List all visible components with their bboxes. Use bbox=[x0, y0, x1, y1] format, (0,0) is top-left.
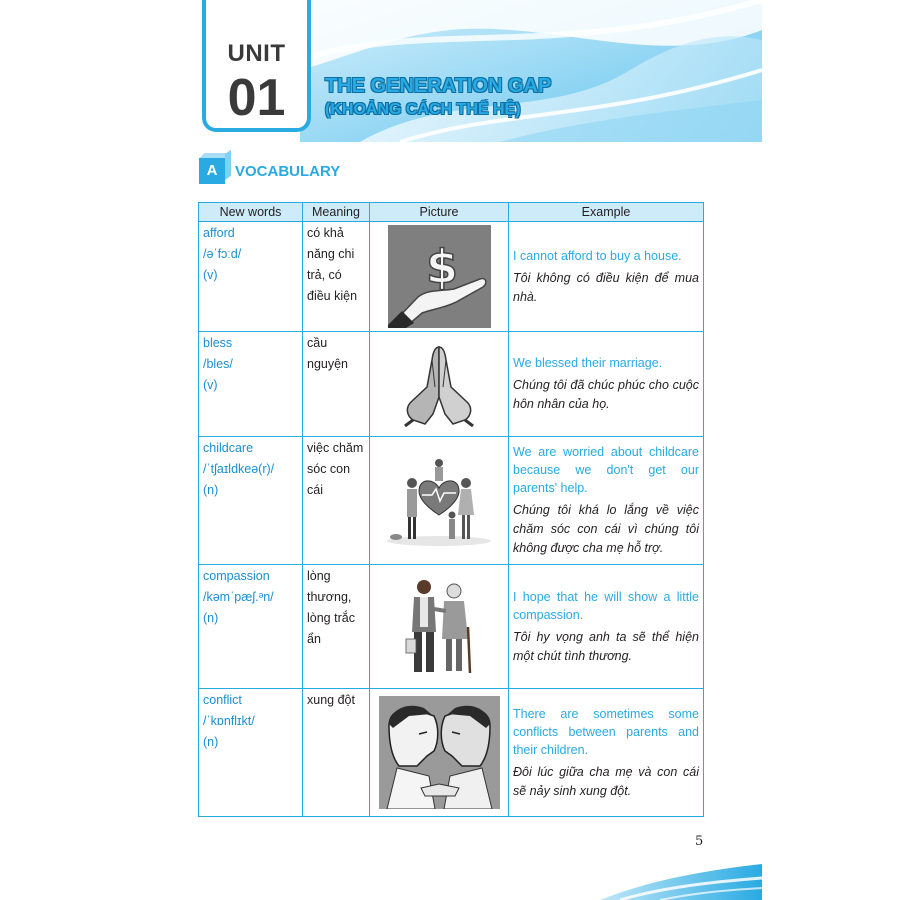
word-cell bbox=[199, 222, 303, 332]
part-of-speech: (n) bbox=[203, 483, 219, 497]
word: conflict bbox=[203, 693, 242, 707]
table-row bbox=[199, 222, 704, 332]
table-row bbox=[199, 437, 704, 565]
example-vietnamese: Tôi hy vọng anh ta sẽ thể hiện một chút tình thương. bbox=[513, 629, 699, 663]
example-english: We blessed their marriage. bbox=[513, 356, 663, 370]
word: childcare bbox=[203, 441, 254, 455]
unit-title: THE GENERATION GAP bbox=[325, 75, 552, 97]
section-badge-side bbox=[225, 150, 231, 180]
meaning-cell: lòng thương, lòng trắc ẩn bbox=[303, 565, 370, 689]
example-english: There are sometimes some conflicts between parents and their children. bbox=[513, 706, 699, 757]
table-row bbox=[199, 332, 704, 437]
example-vietnamese: Tôi không có điều kiện để mua nhà. bbox=[513, 270, 699, 304]
part-of-speech: (v) bbox=[203, 378, 218, 392]
ipa: /ˈkɒnflɪkt/ bbox=[203, 714, 255, 728]
meaning-cell: cầu nguyện bbox=[303, 332, 370, 437]
example-vietnamese: Chúng tôi đã chúc phúc cho cuộc hôn nhân của họ. bbox=[513, 378, 699, 411]
header-picture: Picture bbox=[370, 203, 509, 222]
ipa: /ˈtʃaɪldkeə(r)/ bbox=[203, 462, 275, 476]
unit-box bbox=[202, 0, 311, 132]
example-english: I hope that he will show a little compassion. bbox=[513, 589, 699, 622]
meaning-cell: xung đột bbox=[303, 689, 370, 817]
picture-cell bbox=[370, 689, 509, 817]
example-cell bbox=[509, 437, 704, 565]
picture-cell bbox=[370, 222, 509, 332]
section-title: VOCABULARY bbox=[235, 163, 341, 180]
example-cell bbox=[509, 689, 704, 817]
example-cell bbox=[509, 222, 704, 332]
table-header-row bbox=[199, 203, 704, 222]
family-heart-icon bbox=[384, 453, 494, 548]
picture-cell bbox=[370, 565, 509, 689]
table-row bbox=[199, 689, 704, 817]
word: bless bbox=[203, 336, 233, 350]
ipa: /kəmˈpæʃ.ᵊn/ bbox=[203, 590, 274, 604]
praying-hands-icon bbox=[399, 342, 479, 427]
unit-label: UNIT bbox=[227, 40, 286, 67]
unit-subtitle: (KHOẢNG CÁCH THẾ HỆ) bbox=[325, 101, 521, 118]
word-cell bbox=[199, 437, 303, 565]
header-example: Example bbox=[509, 203, 704, 222]
example-english: We are worried about childcare because we don't get our parents' help. bbox=[513, 445, 699, 495]
word-cell bbox=[199, 332, 303, 437]
example-vietnamese: Chúng tôi khá lo lắng về việc chăm sóc con cái vì chúng tôi không được cha mẹ hỗ trợ. bbox=[513, 503, 699, 555]
meaning-cell: việc chăm sóc con cái bbox=[303, 437, 370, 565]
header-wave-decoration bbox=[300, 0, 762, 142]
picture-cell bbox=[370, 437, 509, 565]
example-english: I cannot afford to buy a house. bbox=[513, 248, 682, 263]
conflict-faces-icon bbox=[379, 696, 500, 809]
part-of-speech: (n) bbox=[203, 735, 219, 749]
page-number: 5 bbox=[695, 834, 704, 849]
word: compassion bbox=[203, 569, 270, 583]
example-vietnamese: Đôi lúc giữa cha mẹ và con cái sẽ nảy sinh xung đột. bbox=[513, 764, 699, 798]
footer-wave-decoration bbox=[600, 862, 762, 900]
header-new-words: New words bbox=[199, 203, 303, 222]
table-row bbox=[199, 565, 704, 689]
word: afford bbox=[203, 226, 235, 240]
word-cell bbox=[199, 689, 303, 817]
ipa: /əˈfɔːd/ bbox=[203, 247, 242, 261]
header-meaning: Meaning bbox=[303, 203, 370, 222]
helping-elderly-icon bbox=[404, 577, 474, 677]
unit-number: 01 bbox=[227, 69, 286, 127]
part-of-speech: (v) bbox=[203, 268, 218, 282]
part-of-speech: (n) bbox=[203, 611, 219, 625]
meaning-cell: có khả năng chi trả, có điều kiện bbox=[303, 222, 370, 332]
example-cell bbox=[509, 565, 704, 689]
picture-cell bbox=[370, 332, 509, 437]
ipa: /bles/ bbox=[203, 357, 233, 371]
money-hand-icon bbox=[388, 225, 491, 328]
example-cell bbox=[509, 332, 704, 437]
vocabulary-table bbox=[198, 202, 704, 817]
svg-text:$: $ bbox=[425, 240, 458, 294]
word-cell bbox=[199, 565, 303, 689]
section-badge: A bbox=[199, 158, 225, 184]
